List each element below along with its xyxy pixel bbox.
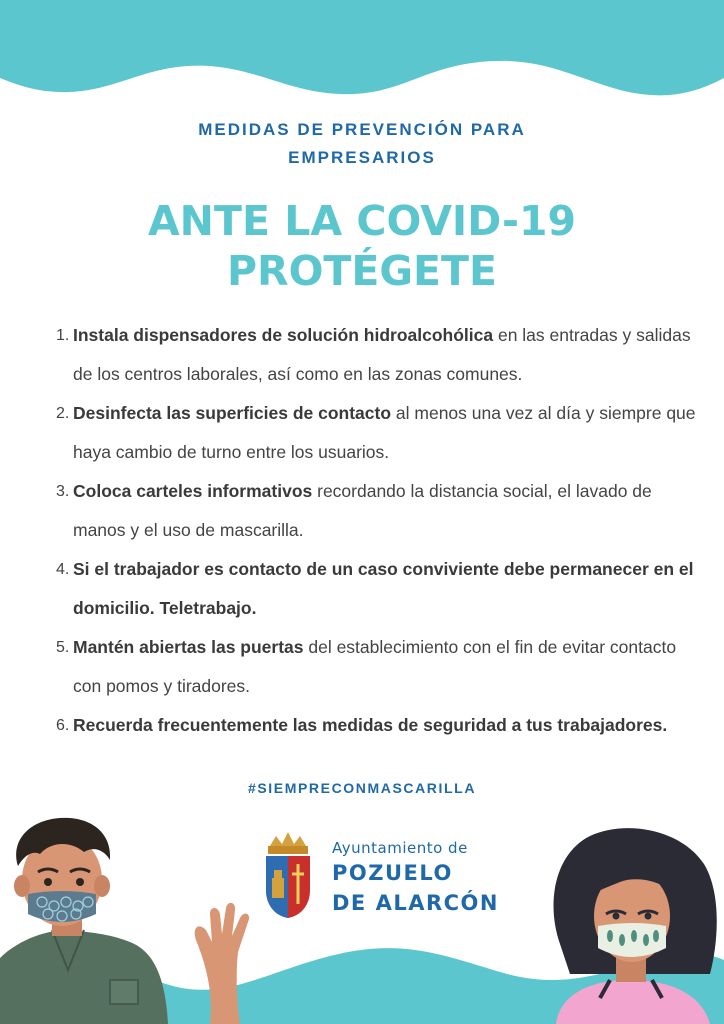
- item-bold-text: Recuerda frecuentemente las medidas de seguridad a tus trabajadores.: [73, 715, 668, 735]
- item-number: 1.: [56, 327, 70, 344]
- item-number: 2.: [56, 405, 70, 422]
- municipality-logo: [262, 830, 314, 925]
- item-number: 5.: [56, 639, 70, 656]
- list-item: [54, 472, 704, 550]
- coat-of-arms-icon: [262, 830, 314, 920]
- logo-line-1: Ayuntamiento de: [332, 839, 468, 857]
- prevention-measures-list: [54, 316, 704, 745]
- top-wave-decoration: [0, 0, 724, 110]
- item-bold-text: Instala dispensadores de solución hidroalcohólica: [73, 325, 494, 345]
- item-text: recordando la distancia social, el lavado de manos y el uso de mascarilla.: [73, 481, 652, 540]
- woman-with-mask-illustration: [540, 824, 724, 1024]
- item-text: del establecimiento con el fin de evitar contacto con pomos y tiradores.: [73, 637, 677, 696]
- subtitle-line-1: MEDIDAS DE PREVENCIÓN PARA: [198, 120, 526, 139]
- list-item: [54, 706, 704, 745]
- hashtag: #SIEMPRECONMASCARILLA: [247, 780, 477, 796]
- subtitle-line-2: EMPRESARIOS: [288, 148, 436, 167]
- man-with-mask-illustration: [0, 810, 270, 1024]
- title-line-1: ANTE LA COVID-19: [147, 197, 577, 245]
- list-item: [54, 394, 704, 472]
- item-bold-text: Si el trabajador es contacto de un caso conviviente debe permanecer en el domicilio. Teletrabajo.: [73, 559, 694, 618]
- list-item: [54, 316, 704, 394]
- logo-text: [332, 838, 499, 918]
- subtitle: [0, 116, 724, 172]
- item-number: 4.: [56, 561, 70, 578]
- list-item: [54, 628, 704, 706]
- item-text: en las entradas y salidas de los centros laborales, así como en las zonas comunes.: [73, 325, 691, 384]
- item-bold-text: Mantén abiertas las puertas: [73, 637, 304, 657]
- title-line-2: PROTÉGETE: [226, 247, 498, 295]
- item-number: 6.: [56, 717, 70, 734]
- list-item: [54, 550, 704, 628]
- logo-line-2: POZUELO: [332, 861, 453, 885]
- logo-line-3: DE ALARCÓN: [332, 891, 499, 915]
- item-bold-text: Desinfecta las superficies de contacto: [73, 403, 392, 423]
- item-number: 3.: [56, 483, 70, 500]
- item-bold-text: Coloca carteles informativos: [73, 481, 313, 501]
- page-title: [0, 196, 724, 296]
- item-text: al menos una vez al día y siempre que haya cambio de turno entre los usuarios.: [73, 403, 696, 462]
